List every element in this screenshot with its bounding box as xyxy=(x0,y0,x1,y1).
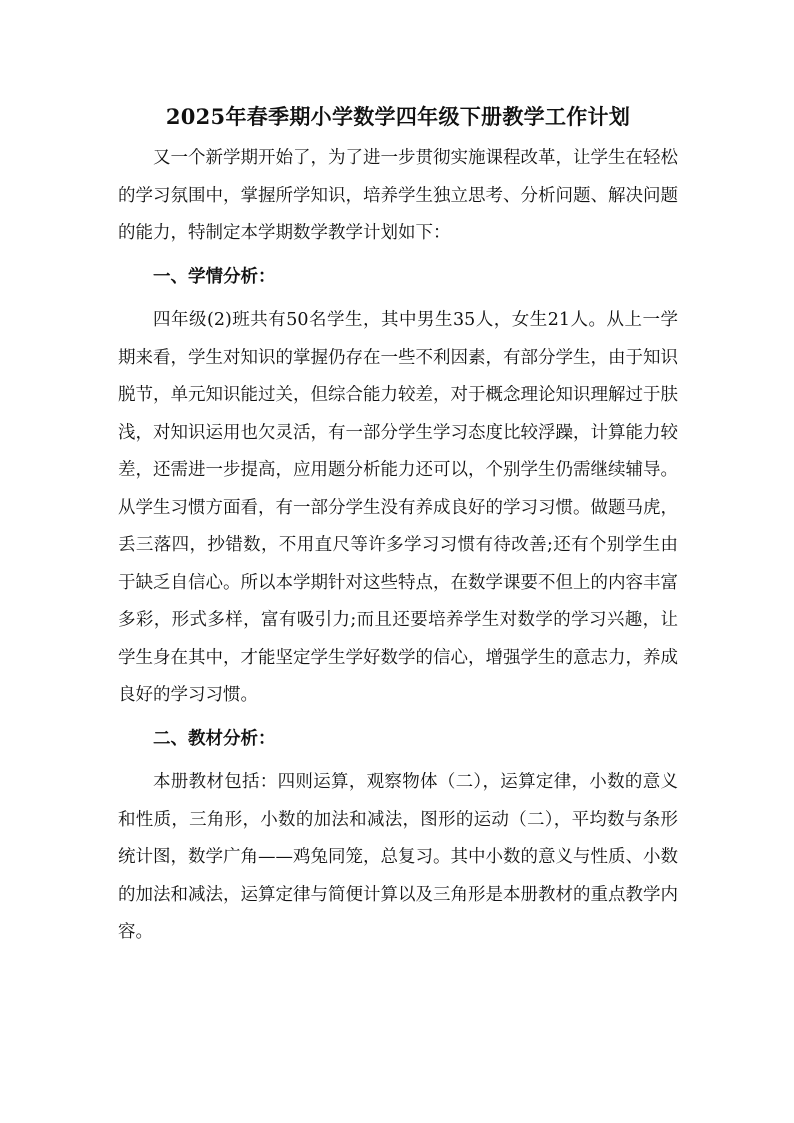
section-body-textbook-analysis: 本册教材包括：四则运算，观察物体（二），运算定律，小数的意义和性质，三角形，小数的加法和减法，图形的运动（二），平均数与条形统计图，数学广角——鸡兔同笼，总复习。其中小数的意义与性质、小数的加法和减法，运算定律与简便计算以及三角形是本册教材的重点教学内容。 xyxy=(118,772,678,942)
section-heading-student-analysis: 一、学情分析： xyxy=(153,266,276,287)
intro-paragraph: 又一个新学期开始了，为了进一步贯彻实施课程改革，让学生在轻松的学习氛围中，掌握所学知识，培养学生独立思考、分析问题、解决问题的能力，特制定本学期数学教学计划如下： xyxy=(118,148,678,243)
document-title: 2025年春季期小学数学四年级下册教学工作计划 xyxy=(165,104,631,129)
document-page xyxy=(118,98,678,952)
section-heading-textbook-analysis: 二、教材分析： xyxy=(153,728,276,749)
section-body-student-analysis: 四年级(2)班共有50名学生，其中男生35人，女生21人。从上一学期来看，学生对知识的掌握仍存在一些不利因素，有部分学生，由于知识脱节，单元知识能过关，但综合能力较差，对于概念理论知识理解过于肤浅，对知识运用也欠灵活，有一部分学生学习态度比较浮躁，计算能力较差，还需进一步提高，应用题分析能力还可以，个别学生仍需继续辅导。从学生习惯方面看，有一部分学生没有养成良好的学习习惯。做题马虎，丢三落四，抄错数，不用直尺等许多学习习惯有待改善;还有个别学生由于缺乏自信心。所以本学期针对这些特点，在数学课要不但上的内容丰富多彩，形式多样，富有吸引力;而且还要培养学生对数学的学习兴趣，让学生身在其中，才能坚定学生学好数学的信心，增强学生的意志力，养成良好的学习习惯。 xyxy=(118,310,678,705)
